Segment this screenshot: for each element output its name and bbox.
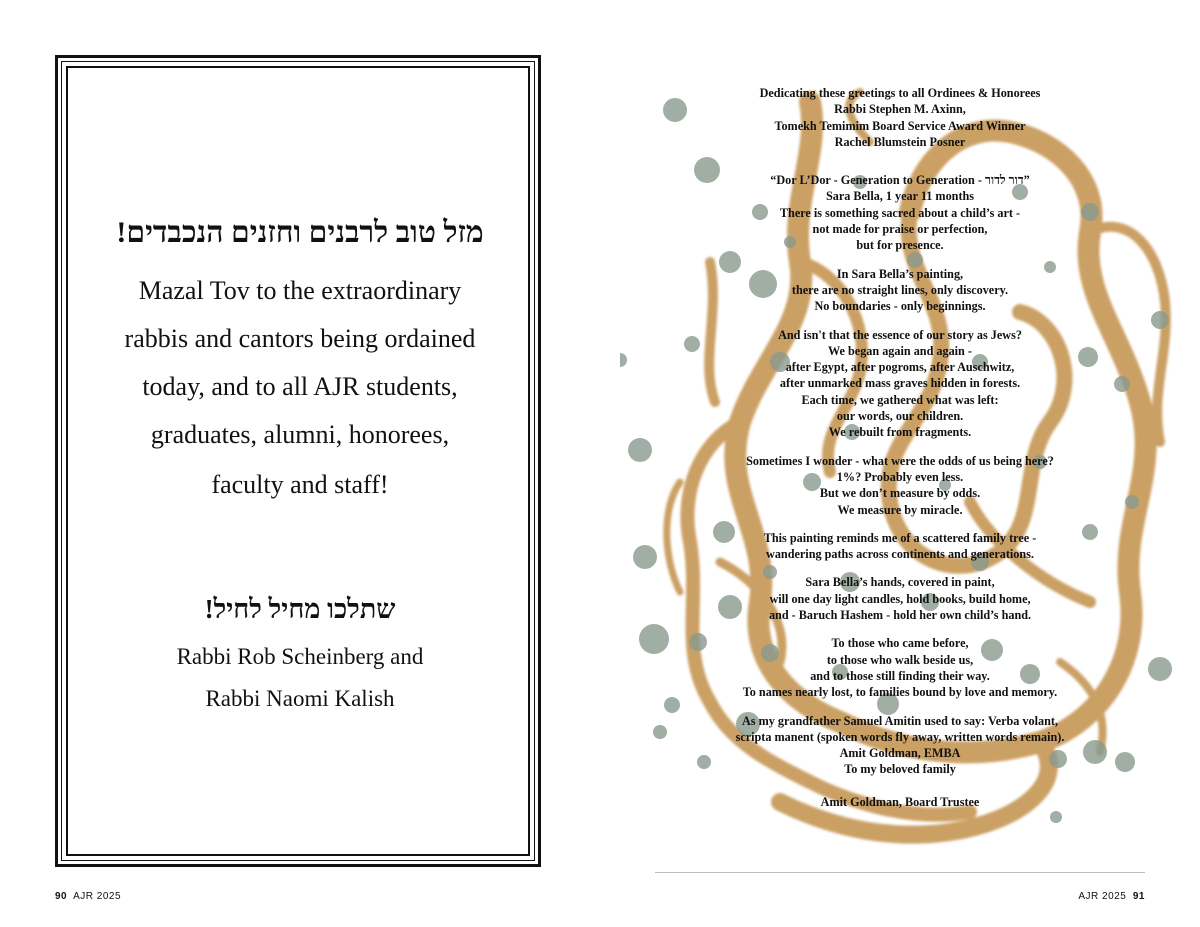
folio-left bbox=[55, 891, 121, 902]
poem-line: Amit Goldman, EMBA bbox=[839, 746, 961, 761]
hebrew-title: מזל טוב לרבנים וחזנים הנכבדים! bbox=[116, 216, 484, 249]
page-number: 90 bbox=[55, 891, 68, 902]
message-line: faculty and staff! bbox=[211, 470, 389, 499]
poem-line: and to those still finding their way. bbox=[810, 668, 990, 683]
poem-line: wandering paths across continents and generations. bbox=[766, 547, 1034, 562]
poem-line: will one day light candles, hold books, build home, bbox=[769, 591, 1031, 606]
publication-label: AJR 2025 bbox=[1078, 891, 1127, 902]
poem-line: after Egypt, after pogroms, after Auschwitz, bbox=[785, 360, 1015, 375]
message-line: Mazal Tov to the extraordinary bbox=[138, 276, 462, 305]
poem-line: but for presence. bbox=[856, 238, 944, 253]
poem-line: This painting reminds me of a scattered family tree - bbox=[763, 530, 1037, 545]
decorative-frame bbox=[55, 55, 541, 867]
poem-line: Sara Bella’s hands, covered in paint, bbox=[805, 575, 995, 590]
poem-line: There is something sacred about a child’s art - bbox=[779, 205, 1021, 220]
poem-line: No boundaries - only beginnings. bbox=[814, 299, 986, 314]
message-line: graduates, alumni, honorees, bbox=[150, 420, 450, 449]
footer-rule bbox=[655, 872, 1145, 873]
poem-line: And isn't that the essence of our story as Jews? bbox=[778, 327, 1022, 342]
poem-line: after unmarked mass graves hidden in forests. bbox=[779, 376, 1021, 391]
poem-line: We rebuilt from fragments. bbox=[828, 425, 972, 440]
page-number: 91 bbox=[1132, 891, 1145, 902]
folio-right bbox=[1078, 891, 1145, 902]
poem-line: To those who came before, bbox=[831, 636, 969, 651]
closing-signature: Amit Goldman, Board Trustee bbox=[820, 794, 980, 809]
poem-line: We measure by miracle. bbox=[837, 502, 963, 517]
right-page bbox=[600, 0, 1200, 927]
poem-line: “Dor L’Dor - Generation to Generation - דור לדור” bbox=[770, 173, 1030, 188]
dedication-line: Rachel Blumstein Posner bbox=[834, 134, 966, 149]
poem-text-block bbox=[600, 85, 1200, 810]
poem-line: and - Baruch Hashem - hold her own child’s hand. bbox=[768, 608, 1032, 623]
poem-line: Each time, we gathered what was left: bbox=[801, 392, 999, 407]
poem-line: To my beloved family bbox=[844, 762, 956, 777]
poem-line: not made for praise or perfection, bbox=[812, 222, 988, 237]
poem-line: We began again and again - bbox=[828, 343, 972, 358]
poem-line: Sara Bella, 1 year 11 months bbox=[825, 189, 975, 204]
dedication-line: Dedicating these greetings to all Ordinees & Honorees bbox=[759, 86, 1041, 100]
poem-line: As my grandfather Samuel Amitin used to say: Verba volant, bbox=[742, 713, 1058, 728]
dedication-line: Rabbi Stephen M. Axinn, bbox=[834, 102, 966, 117]
poem-line: there are no straight lines, only discovery. bbox=[791, 282, 1009, 297]
message-line: today, and to all AJR students, bbox=[142, 372, 458, 401]
poem-line: But we don’t measure by odds. bbox=[819, 486, 981, 501]
message-line: rabbis and cantors being ordained bbox=[124, 324, 476, 353]
hebrew-closing: שתלכו מחיל לחיל! bbox=[204, 594, 396, 624]
poem-line: 1%? Probably even less. bbox=[836, 469, 964, 484]
publication-label: AJR 2025 bbox=[73, 891, 122, 902]
signature-line: Rabbi Rob Scheinberg and bbox=[176, 644, 424, 669]
poem-line: our words, our children. bbox=[836, 409, 964, 424]
poem-line: In Sara Bella’s painting, bbox=[836, 266, 964, 281]
poem-line: To names nearly lost, to families bound by love and memory. bbox=[742, 685, 1058, 700]
dedication-line: Tomekh Temimim Board Service Award Winner bbox=[774, 118, 1026, 133]
signature-line: Rabbi Naomi Kalish bbox=[205, 686, 395, 711]
poem-line: scripta manent (spoken words fly away, written words remain). bbox=[735, 729, 1065, 744]
poem-line: Sometimes I wonder - what were the odds of us being here? bbox=[746, 453, 1054, 468]
poem-line: to those who walk beside us, bbox=[826, 652, 974, 667]
